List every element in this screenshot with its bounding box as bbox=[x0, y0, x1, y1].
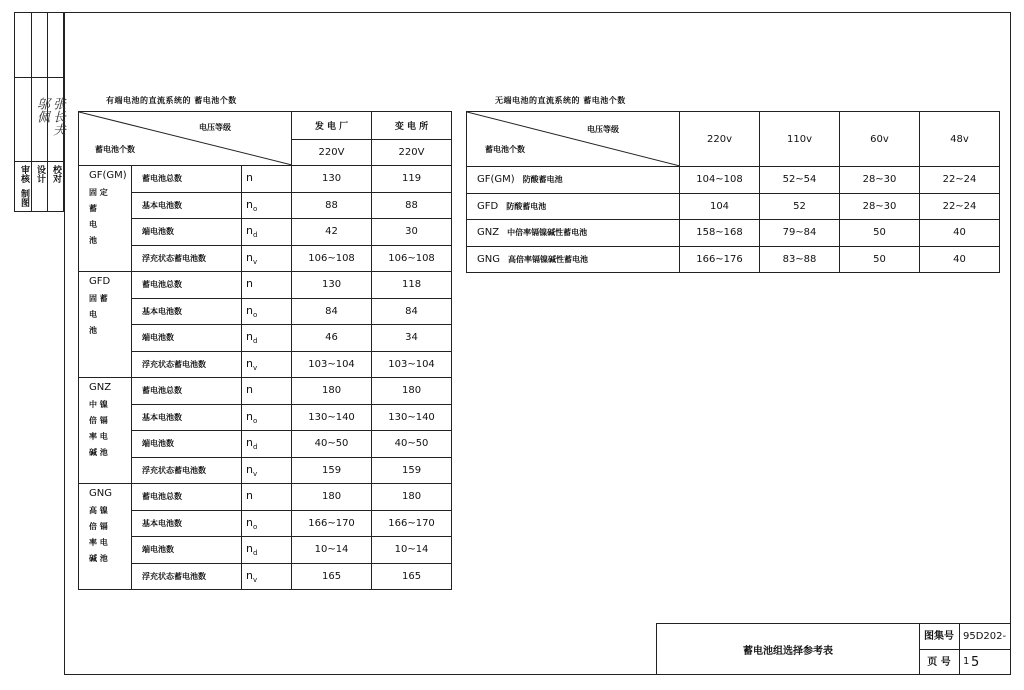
voltage-value: 28~30 bbox=[840, 193, 920, 220]
col-header-voltage: 48v bbox=[920, 112, 1000, 167]
symbol-main: n bbox=[246, 250, 253, 264]
plant-value: 165 bbox=[292, 563, 372, 590]
symbol-main: n bbox=[246, 542, 253, 556]
symbol-subscript: v bbox=[252, 363, 258, 372]
symbol-subscript: o bbox=[252, 416, 258, 425]
left-table-caption: 有端电池的直流系统的 蓄电池个数 bbox=[106, 96, 237, 105]
battery-type-cell bbox=[467, 246, 680, 273]
voltage-value: 83~88 bbox=[760, 246, 840, 273]
voltage-value: 28~30 bbox=[840, 167, 920, 194]
row-label: 浮充状态蓄电池数 bbox=[132, 563, 242, 590]
substation-value: 88 bbox=[372, 192, 452, 219]
battery-type-name: 倍 镉 bbox=[89, 522, 108, 531]
col-header-substation-voltage: 220V bbox=[372, 139, 452, 166]
substation-value: 130~140 bbox=[372, 404, 452, 431]
battery-type-name: 中 镍 bbox=[89, 400, 108, 409]
substation-value: 103~104 bbox=[372, 351, 452, 378]
symbol-main: n bbox=[246, 303, 253, 317]
battery-type-cell bbox=[79, 378, 132, 484]
col-header-voltage: 60v bbox=[840, 112, 920, 167]
row-symbol bbox=[242, 272, 292, 299]
row-label: 蓄电池总数 bbox=[132, 166, 242, 193]
plant-value: 130 bbox=[292, 166, 372, 193]
battery-type-name: 防酸蓄电池 bbox=[506, 201, 547, 211]
table-row bbox=[79, 219, 452, 246]
table-row bbox=[79, 298, 452, 325]
battery-type-name: 率 电 bbox=[89, 538, 108, 547]
title-block-labels bbox=[919, 624, 960, 674]
table-row bbox=[79, 325, 452, 352]
battery-type-name: 固 定 bbox=[89, 188, 108, 197]
row-label: 浮充状态蓄电池数 bbox=[132, 457, 242, 484]
voltage-value: 158~168 bbox=[680, 220, 760, 247]
header-count-label: 蓄电池个数 bbox=[95, 145, 135, 154]
battery-type-name: 高倍率镉镍碱性蓄电池 bbox=[507, 254, 588, 264]
plant-value: 103~104 bbox=[292, 351, 372, 378]
battery-type-code: GF(GM) bbox=[89, 170, 127, 181]
plant-value: 166~170 bbox=[292, 510, 372, 537]
table-row bbox=[79, 351, 452, 378]
row-label: 端电池数 bbox=[132, 537, 242, 564]
plant-value: 180 bbox=[292, 484, 372, 511]
substation-value: 106~108 bbox=[372, 245, 452, 272]
battery-type-code: GNG bbox=[89, 488, 112, 499]
row-symbol bbox=[242, 537, 292, 564]
battery-type-name: 倍 镉 bbox=[89, 416, 108, 425]
table-row bbox=[467, 220, 1000, 247]
symbol-subscript: o bbox=[252, 522, 258, 531]
battery-type-name: 电 bbox=[89, 220, 97, 229]
substation-value: 159 bbox=[372, 457, 452, 484]
plant-value: 180 bbox=[292, 378, 372, 405]
voltage-value: 50 bbox=[840, 246, 920, 273]
voltage-value: 40 bbox=[920, 246, 1000, 273]
battery-type-cell bbox=[467, 193, 680, 220]
battery-type-code: GNZ bbox=[477, 227, 500, 239]
battery-type-cell bbox=[79, 166, 132, 272]
symbol-main: n bbox=[246, 171, 253, 185]
table-row bbox=[79, 404, 452, 431]
substation-value: 119 bbox=[372, 166, 452, 193]
battery-type-cell bbox=[467, 220, 680, 247]
symbol-main: n bbox=[246, 568, 253, 582]
symbol-main: n bbox=[246, 436, 253, 450]
stamp-label: 校对 bbox=[51, 165, 61, 183]
battery-type-name: 率 电 bbox=[89, 432, 108, 441]
battery-type-code: GFD bbox=[477, 200, 499, 212]
row-label: 基本电池数 bbox=[132, 298, 242, 325]
drawing-title: 蓄电池组选择参考表 bbox=[657, 624, 920, 674]
stamp-label: 设计 bbox=[35, 165, 45, 183]
battery-type-code: GNG bbox=[477, 253, 500, 265]
voltage-value: 52 bbox=[760, 193, 840, 220]
symbol-subscript: d bbox=[252, 549, 258, 558]
symbol-main: n bbox=[246, 224, 253, 238]
table-row bbox=[79, 192, 452, 219]
header-diagonal-cell bbox=[79, 112, 292, 166]
plant-value: 88 bbox=[292, 192, 372, 219]
page-number-value: 5 bbox=[971, 655, 980, 670]
substation-value: 165 bbox=[372, 563, 452, 590]
row-symbol bbox=[242, 166, 292, 193]
title-block bbox=[656, 623, 1011, 675]
symbol-main: n bbox=[246, 515, 253, 529]
header-voltage-label: 电压等级 bbox=[199, 123, 231, 132]
page-number-label: 页 号 bbox=[927, 657, 951, 668]
col-header-plant-voltage: 220V bbox=[292, 139, 372, 166]
symbol-subscript: v bbox=[252, 575, 258, 584]
plant-value: 130 bbox=[292, 272, 372, 299]
atlas-number-label: 图集号 bbox=[919, 624, 959, 650]
row-symbol bbox=[242, 484, 292, 511]
right-battery-table bbox=[466, 111, 1000, 273]
substation-value: 166~170 bbox=[372, 510, 452, 537]
substation-value: 30 bbox=[372, 219, 452, 246]
voltage-value: 166~176 bbox=[680, 246, 760, 273]
battery-type-name: 池 bbox=[89, 236, 97, 245]
table-row bbox=[467, 167, 1000, 194]
voltage-value: 22~24 bbox=[920, 167, 1000, 194]
table-row bbox=[79, 510, 452, 537]
battery-type-code: GFD bbox=[89, 276, 111, 287]
battery-type-name: 碱 池 bbox=[89, 448, 108, 457]
battery-type-cell bbox=[79, 272, 132, 378]
row-symbol bbox=[242, 404, 292, 431]
voltage-value: 104 bbox=[680, 193, 760, 220]
battery-type-code: GF(GM) bbox=[477, 174, 515, 186]
row-label: 蓄电池总数 bbox=[132, 272, 242, 299]
header-voltage-label: 电压等级 bbox=[587, 125, 619, 134]
battery-type-name: 中倍率镉镍碱性蓄电池 bbox=[507, 228, 588, 238]
symbol-subscript: o bbox=[252, 310, 258, 319]
plant-value: 159 bbox=[292, 457, 372, 484]
row-symbol bbox=[242, 351, 292, 378]
symbol-subscript: v bbox=[252, 469, 258, 478]
symbol-main: n bbox=[246, 489, 253, 503]
table-row bbox=[79, 563, 452, 590]
substation-value: 40~50 bbox=[372, 431, 452, 458]
substation-value: 84 bbox=[372, 298, 452, 325]
stamp-label: 制图 bbox=[19, 189, 29, 207]
table-row bbox=[79, 431, 452, 458]
substation-value: 180 bbox=[372, 484, 452, 511]
col-header-plant: 发 电 厂 bbox=[292, 112, 372, 140]
symbol-main: n bbox=[246, 462, 253, 476]
plant-value: 46 bbox=[292, 325, 372, 352]
row-label: 蓄电池总数 bbox=[132, 484, 242, 511]
plant-value: 130~140 bbox=[292, 404, 372, 431]
voltage-value: 79~84 bbox=[760, 220, 840, 247]
header-diagonal-cell bbox=[467, 112, 680, 167]
voltage-value: 40 bbox=[920, 220, 1000, 247]
symbol-subscript: d bbox=[252, 443, 258, 452]
table-row bbox=[79, 457, 452, 484]
row-symbol bbox=[242, 325, 292, 352]
table-row bbox=[79, 537, 452, 564]
row-symbol bbox=[242, 245, 292, 272]
battery-type-name: 池 bbox=[89, 326, 97, 335]
table-row bbox=[79, 378, 452, 405]
row-label: 基本电池数 bbox=[132, 404, 242, 431]
substation-value: 10~14 bbox=[372, 537, 452, 564]
battery-type-name: 碱 池 bbox=[89, 554, 108, 563]
stamp-divider bbox=[15, 77, 63, 78]
row-label: 基本电池数 bbox=[132, 510, 242, 537]
right-table-caption: 无端电池的直流系统的 蓄电池个数 bbox=[495, 96, 626, 105]
symbol-subscript: d bbox=[252, 231, 258, 240]
plant-value: 10~14 bbox=[292, 537, 372, 564]
battery-type-name: 蓄 bbox=[89, 204, 97, 213]
voltage-value: 22~24 bbox=[920, 193, 1000, 220]
table-row bbox=[79, 272, 452, 299]
row-label: 浮充状态蓄电池数 bbox=[132, 351, 242, 378]
symbol-main: n bbox=[246, 330, 253, 344]
battery-type-cell bbox=[79, 484, 132, 590]
stamp-label: 审核 bbox=[19, 165, 29, 183]
substation-value: 34 bbox=[372, 325, 452, 352]
row-symbol bbox=[242, 192, 292, 219]
row-symbol bbox=[242, 563, 292, 590]
substation-value: 118 bbox=[372, 272, 452, 299]
battery-type-cell bbox=[467, 167, 680, 194]
header-count-label: 蓄电池个数 bbox=[485, 145, 525, 154]
battery-type-name: 固 蓄 bbox=[89, 294, 108, 303]
plant-value: 40~50 bbox=[292, 431, 372, 458]
battery-type-name: 电 bbox=[89, 310, 97, 319]
col-header-voltage: 110v bbox=[760, 112, 840, 167]
row-symbol bbox=[242, 298, 292, 325]
table-row bbox=[467, 193, 1000, 220]
row-symbol bbox=[242, 457, 292, 484]
approval-stamp bbox=[14, 12, 64, 212]
table-row bbox=[79, 245, 452, 272]
table-row bbox=[79, 484, 452, 511]
plant-value: 42 bbox=[292, 219, 372, 246]
voltage-value: 50 bbox=[840, 220, 920, 247]
plant-value: 106~108 bbox=[292, 245, 372, 272]
table-row bbox=[79, 166, 452, 193]
row-label: 浮充状态蓄电池数 bbox=[132, 245, 242, 272]
symbol-main: n bbox=[246, 356, 253, 370]
signature-2: 张长夫 bbox=[50, 97, 65, 136]
signature-1: 邬佩 bbox=[34, 97, 49, 123]
diagonal-line bbox=[79, 112, 292, 165]
symbol-subscript: d bbox=[252, 337, 258, 346]
title-block-values bbox=[959, 624, 1010, 674]
row-symbol bbox=[242, 378, 292, 405]
col-header-voltage: 220v bbox=[680, 112, 760, 167]
voltage-value: 104~108 bbox=[680, 167, 760, 194]
symbol-main: n bbox=[246, 383, 253, 397]
row-symbol bbox=[242, 510, 292, 537]
stamp-divider bbox=[15, 161, 63, 162]
table-row bbox=[467, 246, 1000, 273]
row-label: 端电池数 bbox=[132, 325, 242, 352]
atlas-number-value: 95D202-1 bbox=[959, 624, 1010, 650]
symbol-main: n bbox=[246, 409, 253, 423]
row-label: 端电池数 bbox=[132, 431, 242, 458]
symbol-subscript: v bbox=[252, 257, 258, 266]
battery-type-name: 防酸蓄电池 bbox=[522, 175, 563, 185]
row-symbol bbox=[242, 431, 292, 458]
substation-value: 180 bbox=[372, 378, 452, 405]
symbol-subscript: o bbox=[252, 204, 258, 213]
plant-value: 84 bbox=[292, 298, 372, 325]
row-label: 蓄电池总数 bbox=[132, 378, 242, 405]
row-symbol bbox=[242, 219, 292, 246]
diagonal-line bbox=[467, 112, 680, 166]
row-label: 端电池数 bbox=[132, 219, 242, 246]
col-header-substation: 变 电 所 bbox=[372, 112, 452, 140]
battery-type-code: GNZ bbox=[89, 382, 112, 393]
left-battery-table bbox=[78, 111, 452, 590]
symbol-main: n bbox=[246, 277, 253, 291]
battery-type-name: 高 镍 bbox=[89, 506, 108, 515]
symbol-main: n bbox=[246, 197, 253, 211]
row-label: 基本电池数 bbox=[132, 192, 242, 219]
voltage-value: 52~54 bbox=[760, 167, 840, 194]
